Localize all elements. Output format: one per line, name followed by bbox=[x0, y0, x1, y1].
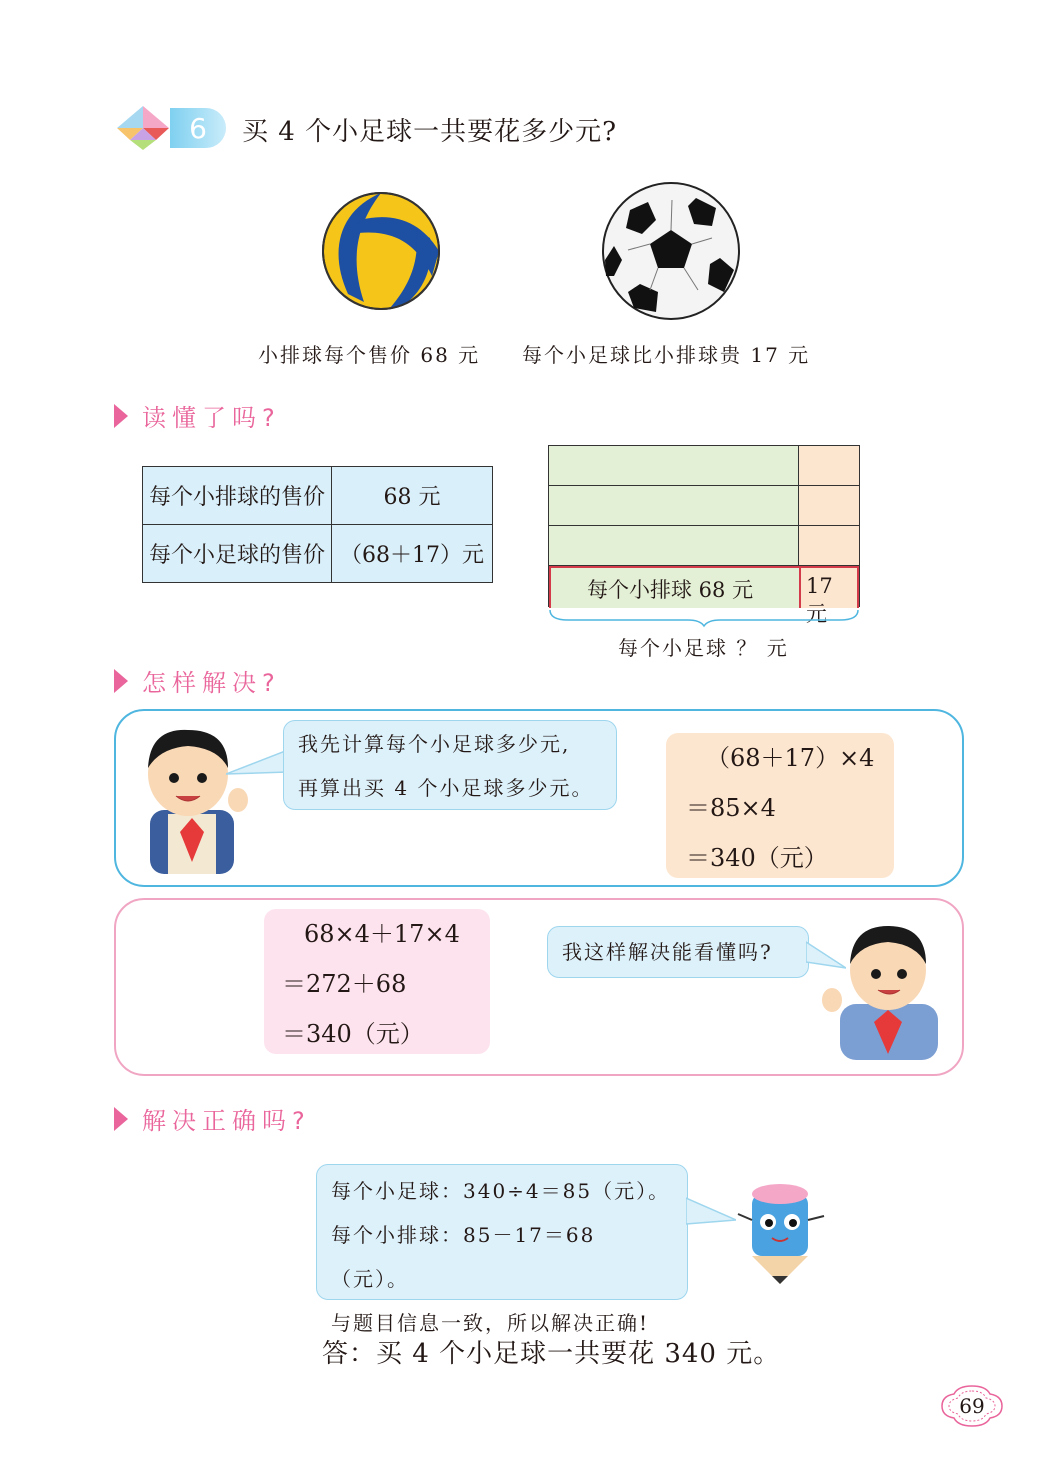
section-heading-read bbox=[114, 398, 281, 433]
speech-bubble-method-one bbox=[283, 720, 617, 810]
volleyball-price-caption: 小排球每个售价 68 元 bbox=[258, 343, 481, 367]
extra-segment-label: 17 元 bbox=[806, 574, 833, 626]
table-row bbox=[143, 467, 493, 525]
triangle-marker-icon bbox=[114, 1107, 128, 1131]
verification-line: 每个小排球：85－17＝68（元）。 bbox=[331, 1223, 596, 1291]
volleyball-illustration bbox=[320, 190, 442, 312]
calc-step: ＝340（元） bbox=[282, 1020, 424, 1048]
speech-bubble-tail bbox=[686, 1196, 736, 1226]
soccer-price-caption: 每个小足球比小排球贵 17 元 bbox=[522, 343, 811, 367]
brace-icon bbox=[548, 608, 860, 628]
volleyball-segment-label: 每个小排球 68 元 bbox=[587, 578, 754, 602]
bar-row bbox=[549, 486, 859, 526]
triangle-marker-icon bbox=[114, 404, 128, 428]
answer-sentence: 答：买 4 个小足球一共要花 340 元。 bbox=[322, 1339, 781, 1369]
speech-line: 我这样解决能看懂吗? bbox=[562, 940, 773, 964]
brace-label: 每个小足球 ？ 元 bbox=[618, 636, 789, 660]
calculation-box-method-one bbox=[666, 733, 894, 878]
calc-step: ＝85×4 bbox=[686, 794, 776, 822]
speech-bubble-tail bbox=[226, 748, 288, 778]
calc-step: ＝272＋68 bbox=[282, 970, 407, 998]
speech-bubble-method-two bbox=[547, 926, 809, 978]
question-title: 买 4 个小足球一共要花多少元? bbox=[242, 117, 618, 147]
section-heading-text: 读懂了吗? bbox=[142, 404, 281, 432]
page-number: 69 bbox=[959, 1394, 985, 1418]
bar-row bbox=[549, 526, 859, 566]
verification-line: 每个小足球：340÷4＝85（元）。 bbox=[331, 1179, 671, 1203]
price-table bbox=[142, 466, 493, 583]
soccer-ball-illustration bbox=[600, 180, 742, 322]
boy-character-right bbox=[818, 918, 942, 1060]
bar-row bbox=[549, 446, 859, 486]
boy-character-left bbox=[130, 722, 260, 874]
verification-line: 与题目信息一致，所以解决正确! bbox=[331, 1311, 650, 1335]
speech-line: 我先计算每个小足球多少元, bbox=[298, 732, 571, 756]
speech-line: 再算出买 4 个小足球多少元。 bbox=[298, 776, 594, 800]
calc-step: ＝340（元） bbox=[686, 844, 828, 872]
table-cell-label: 每个小排球的售价 bbox=[143, 467, 332, 525]
calc-step: 68×4＋17×4 bbox=[304, 920, 460, 948]
tangram-icon bbox=[115, 104, 171, 152]
section-heading-check bbox=[114, 1101, 311, 1136]
triangle-marker-icon bbox=[114, 669, 128, 693]
question-number: 6 bbox=[170, 108, 226, 148]
table-cell-value: 68 元 bbox=[332, 467, 493, 525]
calculation-box-method-two bbox=[264, 909, 490, 1054]
verification-bubble bbox=[316, 1164, 688, 1335]
table-cell-value: （68＋17）元 bbox=[332, 525, 493, 583]
calc-step: （68＋17）×4 bbox=[706, 744, 875, 772]
section-heading-text: 解决正确吗? bbox=[142, 1107, 311, 1135]
table-cell-label: 每个小足球的售价 bbox=[143, 525, 332, 583]
bar-row-highlighted bbox=[549, 566, 859, 626]
table-row bbox=[143, 525, 493, 583]
bar-diagram bbox=[548, 445, 860, 626]
section-heading-text: 怎样解决? bbox=[142, 669, 281, 697]
section-heading-solve bbox=[114, 663, 281, 698]
pencil-mascot-icon bbox=[734, 1180, 828, 1288]
